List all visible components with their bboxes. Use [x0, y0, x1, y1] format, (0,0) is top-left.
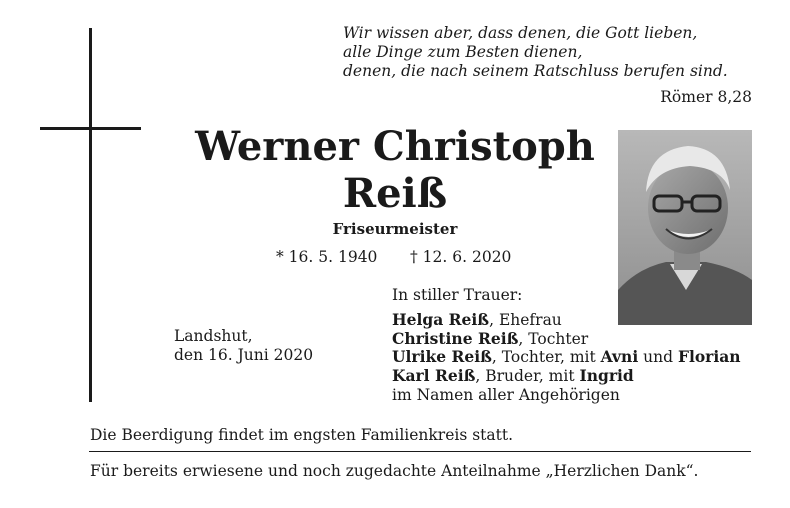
list-item: Ulrike Reiß, Tochter, mit Avni und Florian	[392, 347, 741, 367]
death-date: † 12. 6. 2020	[410, 248, 512, 266]
mourners-heading: In stiller Trauer:	[392, 286, 523, 304]
mourners-list	[392, 286, 741, 405]
deceased-name-line-1: Werner Christoph	[195, 123, 595, 170]
date: den 16. Juni 2020	[174, 346, 314, 364]
mourner-name: Karl Reiß	[392, 366, 476, 386]
mourner-name: Helga Reiß	[392, 309, 490, 329]
deceased-profession: Friseurmeister	[332, 220, 458, 238]
deceased-name-line-2: Reiß	[342, 170, 448, 217]
cross-icon-bar	[40, 127, 141, 130]
mourner-name: Ulrike Reiß	[392, 347, 492, 367]
list-item: Christine Reiß, Tochter	[392, 328, 589, 348]
bible-quote	[343, 24, 763, 81]
funeral-note: Die Beerdigung findet im engsten Familienkreis statt.	[90, 426, 514, 444]
thanks-note: Für bereits erwiesene und noch zugedachte Anteilnahme „Herzlichen Dank“.	[90, 462, 699, 480]
quote-source: Römer 8,28	[660, 88, 752, 106]
place: Landshut,	[174, 327, 253, 345]
divider	[89, 451, 751, 452]
mourner-name: Christine Reiß	[392, 328, 519, 348]
cross-icon	[89, 28, 92, 402]
birth-date: * 16. 5. 1940	[276, 248, 378, 266]
mourners-closing: im Namen aller Angehörigen	[392, 385, 620, 404]
place-and-date	[174, 327, 313, 365]
list-item: Karl Reiß, Bruder, mit Ingrid	[392, 366, 634, 386]
list-item: Helga Reiß, Ehefrau	[392, 309, 562, 329]
quote-line-2: alle Dinge zum Besten dienen,	[343, 43, 583, 61]
quote-line-1: Wir wissen aber, dass denen, die Gott lieben,	[343, 24, 698, 42]
quote-line-3: denen, die nach seinem Ratschluss berufen sind.	[343, 62, 728, 80]
